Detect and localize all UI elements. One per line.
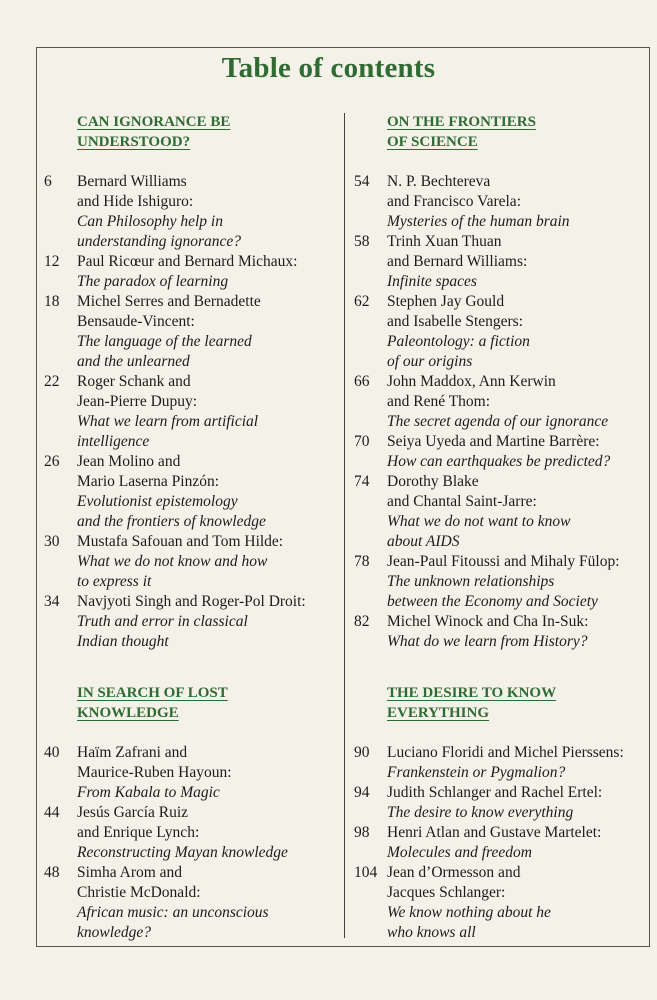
toc-entry[interactable] <box>354 823 650 863</box>
entry-authors: Jacques Schlanger: <box>387 884 506 901</box>
entry-authors: Henri Atlan and Gustave Martelet: <box>387 824 602 841</box>
entry-list <box>44 172 344 652</box>
entry-authors: Jesús García Ruiz <box>77 804 189 821</box>
entry-title: and the unlearned <box>77 353 190 370</box>
entry-authors: Judith Schlanger and Rachel Ertel: <box>387 784 603 801</box>
entry-authors: Mustafa Safouan and Tom Hilde: <box>77 533 284 550</box>
entry-authors: Jean Molino and <box>77 453 181 470</box>
toc-entry[interactable] <box>354 372 650 432</box>
section-heading <box>387 112 650 152</box>
entry-body <box>77 532 344 592</box>
entry-authors: Michel Serres and Bernadette <box>77 293 261 310</box>
entry-authors: Luciano Floridi and Michel Pierssens: <box>387 744 624 761</box>
entry-body <box>77 292 344 372</box>
entry-title: intelligence <box>77 433 150 450</box>
page-number: 94 <box>354 784 370 801</box>
entry-title: The unknown relationships <box>387 573 555 590</box>
entry-authors: and Bernard Williams: <box>387 253 528 270</box>
entry-body <box>387 612 650 652</box>
page-number: 26 <box>44 453 60 470</box>
entry-title: The paradox of learning <box>77 273 229 290</box>
entry-body <box>387 743 650 783</box>
entry-body <box>77 452 344 532</box>
entry-title: Indian thought <box>77 633 169 650</box>
entry-authors: Maurice-Ruben Hayoun: <box>77 764 232 781</box>
entry-authors: and Hide Ishiguro: <box>77 193 194 210</box>
section-heading-line: THE DESIRE TO KNOW <box>387 685 557 701</box>
entry-title: We know nothing about he <box>387 904 551 921</box>
entry-title: Evolutionist epistemology <box>77 493 238 510</box>
entry-title: The secret agenda of our ignorance <box>387 413 609 430</box>
entry-title: What we do not want to know <box>387 513 571 530</box>
toc-entry[interactable] <box>354 612 650 652</box>
toc-entry[interactable] <box>44 532 344 592</box>
toc-section <box>44 112 344 652</box>
toc-entry[interactable] <box>44 372 344 452</box>
section-heading-line: IN SEARCH OF LOST <box>77 685 228 701</box>
entry-title: of our origins <box>387 353 473 370</box>
section-heading-line: KNOWLEDGE <box>77 705 179 721</box>
toc-entry[interactable] <box>354 552 650 612</box>
toc-entry[interactable] <box>44 743 344 803</box>
entry-title: to express it <box>77 573 152 590</box>
entry-title: What we do not know and how <box>77 553 268 570</box>
entry-title: who knows all <box>387 924 476 941</box>
section-heading-line: OF SCIENCE <box>387 134 478 150</box>
entry-body <box>387 823 650 863</box>
entry-body <box>387 232 650 292</box>
toc-entry[interactable] <box>44 592 344 652</box>
page-number: 34 <box>44 593 60 610</box>
entry-title: The language of the learned <box>77 333 252 350</box>
toc-entry[interactable] <box>354 432 650 472</box>
page-number: 18 <box>44 293 60 310</box>
entry-body <box>77 592 344 652</box>
section-heading <box>77 683 344 723</box>
page-number: 104 <box>354 864 378 881</box>
page-number: 62 <box>354 293 370 310</box>
entry-body <box>387 783 650 823</box>
section-heading <box>387 683 650 723</box>
entry-authors: and Francisco Varela: <box>387 193 521 210</box>
page-number: 78 <box>354 553 370 570</box>
entry-title: The desire to know everything <box>387 804 574 821</box>
entry-list <box>44 743 344 943</box>
toc-entry[interactable] <box>354 743 650 783</box>
entry-authors: Bernard Williams <box>77 173 187 190</box>
section-heading-line: ON THE FRONTIERS <box>387 114 536 130</box>
entry-authors: Jean d’Ormesson and <box>387 864 521 881</box>
toc-entry[interactable] <box>354 863 650 943</box>
entry-title: understanding ignorance? <box>77 233 242 250</box>
toc-entry[interactable] <box>354 783 650 823</box>
entry-title: Mysteries of the human brain <box>387 213 570 230</box>
entry-list <box>354 743 650 943</box>
entry-title: From Kabala to Magic <box>77 784 220 801</box>
entry-body <box>77 172 344 252</box>
toc-section <box>354 683 650 943</box>
page-number: 40 <box>44 744 60 761</box>
toc-entry[interactable] <box>354 232 650 292</box>
toc-entry[interactable] <box>354 172 650 232</box>
entry-title: What we learn from artificial <box>77 413 259 430</box>
entry-authors: Haïm Zafrani and <box>77 744 188 761</box>
entry-body <box>77 743 344 803</box>
entry-title: What do we learn from History? <box>387 633 588 650</box>
entry-body <box>77 372 344 452</box>
entry-title: How can earthquakes be predicted? <box>387 453 611 470</box>
entry-authors: and Chantal Saint-Jarre: <box>387 493 537 510</box>
section-gap <box>354 652 650 683</box>
toc-entry[interactable] <box>44 452 344 532</box>
page-number: 54 <box>354 173 370 190</box>
entry-title: between the Economy and Society <box>387 593 598 610</box>
page-number: 82 <box>354 613 370 630</box>
section-gap <box>44 652 344 683</box>
entry-authors: Michel Winock and Cha In-Suk: <box>387 613 589 630</box>
page-number: 98 <box>354 824 370 841</box>
left-column <box>44 112 344 943</box>
entry-authors: Navjyoti Singh and Roger-Pol Droit: <box>77 593 306 610</box>
entry-list <box>354 172 650 652</box>
page-number: 30 <box>44 533 60 550</box>
entry-body <box>387 863 650 943</box>
entry-body <box>77 863 344 943</box>
entry-authors: Seiya Uyeda and Martine Barrère: <box>387 433 600 450</box>
page-number: 66 <box>354 373 370 390</box>
entry-title: Truth and error in classical <box>77 613 248 630</box>
entry-body <box>387 172 650 232</box>
section-heading-line: EVERYTHING <box>387 705 489 721</box>
section-heading-line: CAN IGNORANCE BE <box>77 114 231 130</box>
entry-authors: and Isabelle Stengers: <box>387 313 524 330</box>
page-number: 70 <box>354 433 370 450</box>
entry-authors: Christie McDonald: <box>77 884 201 901</box>
entry-authors: John Maddox, Ann Kerwin <box>387 373 556 390</box>
page-number: 58 <box>354 233 370 250</box>
entry-body <box>387 432 650 472</box>
entry-authors: and René Thom: <box>387 393 491 410</box>
page-number: 48 <box>44 864 60 881</box>
entry-authors: Roger Schank and <box>77 373 191 390</box>
entry-authors: Dorothy Blake <box>387 473 479 490</box>
entry-body <box>387 552 650 612</box>
entry-title: and the frontiers of knowledge <box>77 513 266 530</box>
toc-entry[interactable] <box>44 292 344 372</box>
page-number: 22 <box>44 373 60 390</box>
entry-title: African music: an unconscious <box>77 904 269 921</box>
toc-entry[interactable] <box>44 172 344 252</box>
entry-authors: Mario Laserna Pinzón: <box>77 473 220 490</box>
toc-section <box>44 683 344 943</box>
entry-title: Paleontology: a fiction <box>387 333 530 350</box>
entry-authors: Simha Arom and <box>77 864 183 881</box>
entry-title: Can Philosophy help in <box>77 213 223 230</box>
section-heading <box>77 112 344 152</box>
entry-title: Reconstructing Mayan knowledge <box>77 844 288 861</box>
entry-title: about AIDS <box>387 533 460 550</box>
page-number: 6 <box>44 173 52 190</box>
entry-authors: Trinh Xuan Thuan <box>387 233 502 250</box>
right-column <box>354 112 650 943</box>
entry-title: Frankenstein or Pygmalion? <box>387 764 566 781</box>
entry-body <box>77 803 344 863</box>
entry-authors: Bensaude-Vincent: <box>77 313 195 330</box>
entry-authors: Stephen Jay Gould <box>387 293 505 310</box>
page-number: 44 <box>44 804 60 821</box>
entry-title: Infinite spaces <box>387 273 477 290</box>
page-number: 74 <box>354 473 370 490</box>
entry-authors: and Enrique Lynch: <box>77 824 200 841</box>
entry-authors: N. P. Bechtereva <box>387 173 491 190</box>
page-number: 90 <box>354 744 370 761</box>
entry-body <box>387 292 650 372</box>
toc-entry[interactable] <box>44 863 344 943</box>
entry-body <box>77 252 344 292</box>
entry-authors: Paul Ricœur and Bernard Michaux: <box>77 253 298 270</box>
entry-body <box>387 472 650 552</box>
section-heading-line: UNDERSTOOD? <box>77 134 191 150</box>
toc-entry[interactable] <box>44 803 344 863</box>
toc-entry[interactable] <box>354 292 650 372</box>
entry-title: knowledge? <box>77 924 152 941</box>
entry-authors: Jean-Pierre Dupuy: <box>77 393 198 410</box>
column-divider <box>344 113 345 938</box>
toc-section <box>354 112 650 652</box>
entry-body <box>387 372 650 432</box>
page-number: 12 <box>44 253 60 270</box>
toc-entry[interactable] <box>354 472 650 552</box>
entry-title: Molecules and freedom <box>387 844 532 861</box>
page-title: Table of contents <box>221 52 436 84</box>
toc-entry[interactable] <box>44 252 344 292</box>
entry-authors: Jean-Paul Fitoussi and Mihaly Fülop: <box>387 553 620 570</box>
